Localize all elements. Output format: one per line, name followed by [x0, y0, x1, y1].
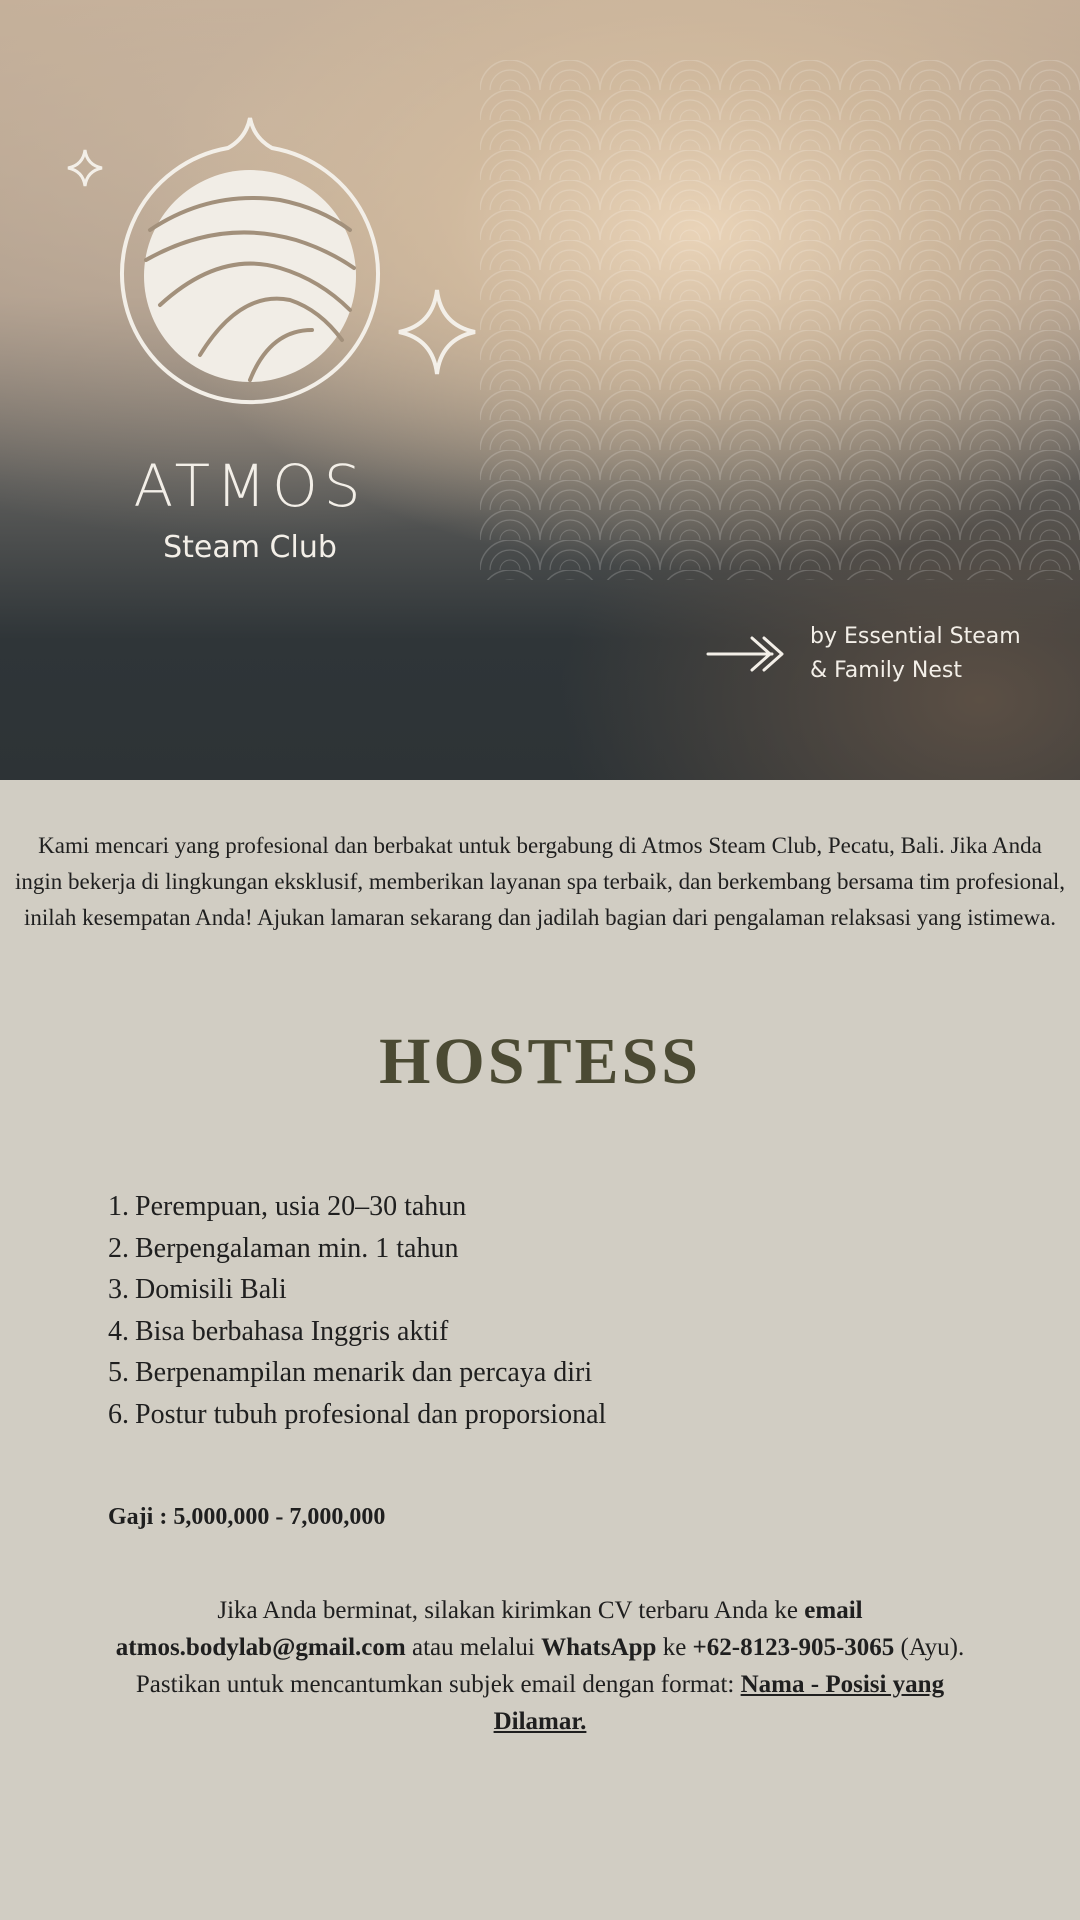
- list-item: [108, 1352, 908, 1394]
- atmos-emblem-icon: [50, 100, 490, 420]
- phone-number[interactable]: +62-8123-905-3065: [692, 1634, 895, 1661]
- email-address[interactable]: atmos.bodylab@gmail.com: [115, 1634, 406, 1661]
- item-number: 4.: [108, 1315, 129, 1347]
- item-text: Postur tubuh profesional dan proporsional: [135, 1398, 607, 1430]
- list-item: [108, 1269, 908, 1311]
- item-number: 1.: [108, 1191, 129, 1222]
- brand-subtitle: Steam Club: [163, 530, 337, 565]
- list-item: [108, 1394, 908, 1436]
- byline: [810, 620, 1070, 688]
- brand-title: ATMOS: [133, 452, 367, 520]
- item-text: Domisili Bali: [135, 1274, 287, 1305]
- salary-range: Gaji : 5,000,000 - 7,000,000: [108, 1504, 386, 1530]
- whatsapp-label: WhatsApp: [541, 1634, 657, 1661]
- apply-text: (Ayu). Pastikan untuk mencantumkan subjek email dengan format:: [135, 1634, 965, 1698]
- list-item: [108, 1228, 908, 1270]
- list-item: [108, 1311, 908, 1353]
- hero-banner: [0, 0, 1080, 780]
- byline-line2: & Family Nest: [810, 658, 963, 683]
- item-number: 2.: [108, 1232, 129, 1264]
- intro-paragraph: Kami mencari yang profesional dan berbakat untuk bergabung di Atmos Steam Club, Pecatu, Bali. Jika Anda ingin bekerja di lingkungan eksklusif, memberikan layanan spa terbaik, dan berkembang bersama tim profesional, inilah kesempatan Anda! Ajukan lamaran sekarang dan jadilah bagian dari pengalaman relaksasi yang istimewa.: [14, 833, 1065, 930]
- position-title: HOSTESS: [379, 1025, 701, 1098]
- double-arrow-right-icon: [706, 632, 786, 676]
- item-number: 3.: [108, 1274, 129, 1305]
- item-text: Berpenampilan menarik dan percaya diri: [135, 1357, 593, 1388]
- requirements-list: [108, 1186, 908, 1435]
- item-text: Berpengalaman min. 1 tahun: [135, 1232, 459, 1264]
- item-number: 6.: [108, 1398, 129, 1430]
- subject-format: Nama - Posisi yang Dilamar.: [493, 1671, 945, 1735]
- email-label: email: [804, 1597, 863, 1624]
- apply-text: atau melalui: [405, 1634, 542, 1661]
- apply-text: ke: [656, 1634, 693, 1661]
- byline-line1: by Essential Steam: [810, 624, 1021, 649]
- sparkle-icon: [68, 150, 102, 186]
- item-text: Perempuan, usia 20–30 tahun: [135, 1191, 467, 1222]
- item-number: 5.: [108, 1357, 129, 1388]
- list-item: [108, 1186, 908, 1228]
- sparkle-icon: [399, 290, 475, 374]
- apply-text: Jika Anda berminat, silakan kirimkan CV terbaru Anda ke: [217, 1597, 805, 1624]
- apply-instructions: [110, 1592, 970, 1740]
- item-text: Bisa berbahasa Inggris aktif: [135, 1315, 449, 1347]
